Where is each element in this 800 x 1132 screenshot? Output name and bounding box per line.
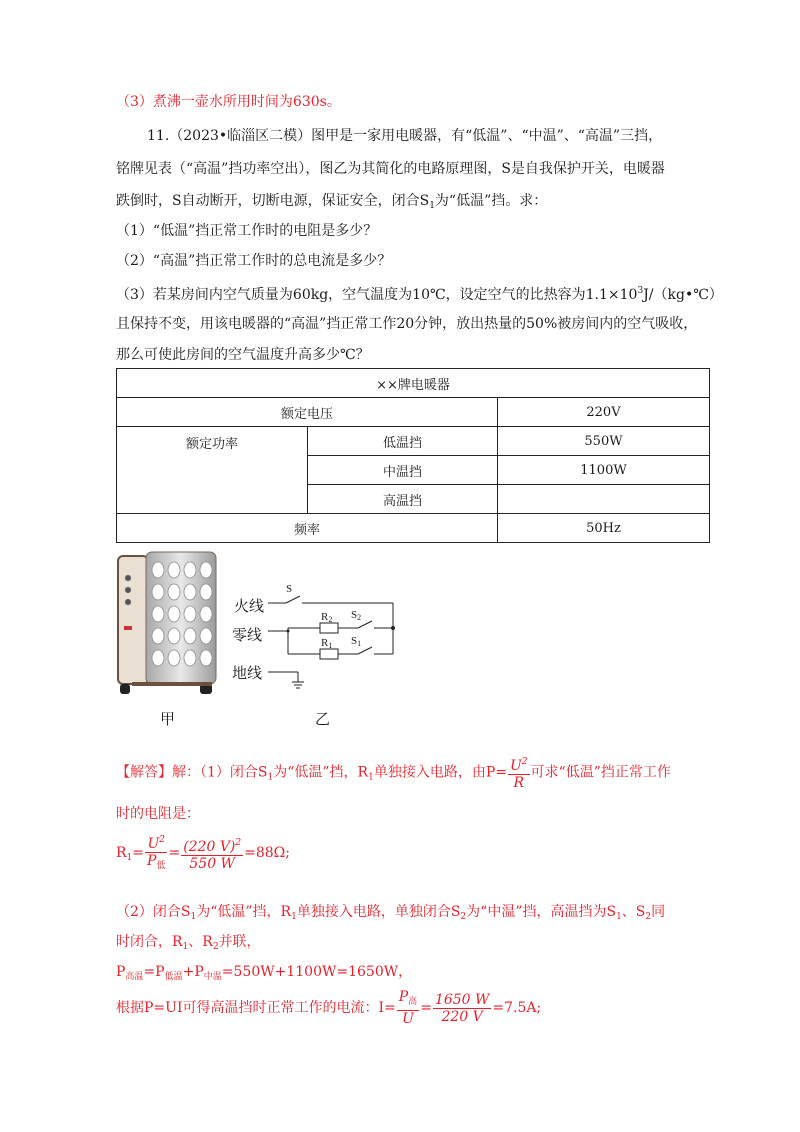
subscript: 2 xyxy=(460,912,467,922)
subscript: 高 xyxy=(408,997,418,1007)
live-wire-label: 火线 xyxy=(234,597,265,615)
low-gear-label: 低温挡 xyxy=(308,427,498,456)
eq2-num: 1650 W xyxy=(434,991,490,1008)
solution-line-3-b: 为“低温”挡，R xyxy=(196,904,292,920)
r1-label: R1 xyxy=(321,637,333,650)
subscript: 1 xyxy=(267,772,274,783)
solution-line-6-a: 根据P=UI可得高温挡时正常工作的电流：I= xyxy=(116,1000,396,1016)
high-gear-value xyxy=(498,485,710,514)
frequency-value: 50Hz xyxy=(498,514,710,543)
question-3-line-3: 那么可使此房间的空气温度升高多少℃？ xyxy=(116,347,370,363)
subscript: 1 xyxy=(429,201,435,211)
superscript: 2 xyxy=(159,835,165,845)
question-3-line-2: 且保持不变，用该电暖器的“高温”挡正常工作20分钟，放出热量的50%被房间内的空气吸收， xyxy=(116,316,698,332)
eq1-lhs: R xyxy=(116,845,127,861)
ground-wire-label: 地线 xyxy=(232,664,263,682)
eq1-result: =88Ω; xyxy=(244,845,291,861)
eq1-u: U xyxy=(147,836,160,852)
solution-line-3-f: 同 xyxy=(651,904,666,920)
question-3-b: J/（kg•℃） xyxy=(643,287,723,303)
eq2-u: U xyxy=(402,1011,414,1027)
solution-line-2: 时的电阻是： xyxy=(116,806,200,822)
subscript: 中温 xyxy=(203,972,222,982)
question-2: （2）“高温”挡正常工作时的总电流是多少？ xyxy=(116,253,392,269)
eq2-den: 220 V xyxy=(441,1008,483,1025)
superscript: 2 xyxy=(235,837,242,848)
nameplate-table xyxy=(116,368,710,543)
problem-line-3-b: 为“低温”挡。求： xyxy=(434,193,548,209)
table-title: ××牌电暖器 xyxy=(117,369,710,398)
solution-line-5-d: =550W+1100W=1650W， xyxy=(221,964,413,980)
superscript: 2 xyxy=(521,757,528,767)
figure-a-caption: 甲 xyxy=(160,710,176,728)
rated-voltage-label: 额定电压 xyxy=(117,398,498,427)
eq2-frac-2 xyxy=(433,992,491,1025)
solution-line-4 xyxy=(116,932,261,957)
eq2-p: P xyxy=(398,989,409,1005)
subscript: 1 xyxy=(291,912,297,922)
solution-line-5-b: =P xyxy=(143,964,165,980)
switch-s-label: S xyxy=(286,583,293,595)
eq2-frac-1 xyxy=(397,989,419,1027)
frac-u: U xyxy=(509,758,522,774)
subscript: 2 xyxy=(212,942,219,952)
solution-line-3-e: 、S xyxy=(621,904,646,920)
question-3-a: （3）若某房间内空气质量为60kg，空气温度为10℃，设定空气的比热容为1.1×10 xyxy=(116,287,638,303)
eq1-den2: 550 W xyxy=(189,855,235,872)
s2-label: S2 xyxy=(351,609,362,622)
problem-line-2: 铭牌见表（“高温”挡功率空出），图乙为其简化的电路原理图，S是自我保护开关，电暖器 xyxy=(116,161,665,177)
frac-r: R xyxy=(513,775,525,791)
high-gear-label: 高温挡 xyxy=(308,485,498,514)
eq1-p: P xyxy=(147,853,157,869)
subscript: 1 xyxy=(190,912,197,922)
solution-line-3-c: 单独接入电路，单独闭合S xyxy=(296,904,461,920)
solution-line-3 xyxy=(116,902,665,927)
eq1-num2: (220 V) xyxy=(183,838,236,855)
solution-line-4-c: 并联， xyxy=(218,934,261,950)
superscript: 3 xyxy=(637,286,644,296)
problem-line-1: 11.（2023•临淄区二模）图甲是一家用电暖器，有“低温”、“中温”、“高温”三挡， xyxy=(147,128,663,144)
subscript: 2 xyxy=(645,912,652,922)
equation-1: $R_1=$ $\frac{U^2}{P_低}$ = $\frac{(220 V)^2}{550 W}$ =88Ω; xyxy=(116,832,290,878)
r2-label: R2 xyxy=(321,611,333,624)
solution-line-1-d: 可求“低温”挡正常工作 xyxy=(530,764,671,781)
eq1-frac-1 xyxy=(145,832,167,874)
solution-line-1 xyxy=(116,754,671,796)
solution-line-4-b: 、R xyxy=(188,934,213,950)
question-1: （1）“低温”挡正常工作时的电阻是多少？ xyxy=(116,223,378,239)
mid-gear-label: 中温挡 xyxy=(308,456,498,485)
solution-line-4-a: 时闭合，R xyxy=(116,934,183,950)
subscript: 1 xyxy=(182,942,189,952)
rated-voltage-value: 220V xyxy=(498,398,710,427)
heater-illustration xyxy=(112,548,222,698)
eq2-result: =7.5A; xyxy=(492,1000,542,1016)
subscript: 低温 xyxy=(164,972,183,982)
mid-gear-value: 1100W xyxy=(498,456,710,485)
solution-line-6: 根据P=UI可得高温挡时正常工作的电流：I= $\frac{P_高}{U}$ = $\frac{1650 W}{220 V}$ =7.5A; xyxy=(116,989,542,1027)
subscript: 1 xyxy=(126,853,133,863)
subscript: 低 xyxy=(156,861,166,871)
solution-line-5-c: +P xyxy=(182,964,204,980)
solution-line-1-c: 单独接入电路，由P= xyxy=(373,764,507,781)
solution-line-1-b: 为“低温”挡，R xyxy=(273,764,369,781)
power-formula-fraction xyxy=(508,754,530,791)
subscript: 1 xyxy=(368,772,374,783)
subscript: 1 xyxy=(616,912,622,922)
solution-line-1-a: 【解答】解：（1）闭合S xyxy=(116,764,268,781)
eq1-frac-2 xyxy=(181,835,243,872)
p-symbol: P xyxy=(116,964,126,980)
solution-line-3-a: （2）闭合S xyxy=(116,904,191,920)
figure-b-caption: 乙 xyxy=(315,710,331,728)
solution-line-5 xyxy=(116,962,412,987)
frequency-label: 频率 xyxy=(117,514,498,543)
question-3-line-1 xyxy=(116,281,723,305)
s1-label: S1 xyxy=(351,635,362,648)
low-gear-value: 550W xyxy=(498,427,710,456)
rated-power-label: 额定功率 xyxy=(117,427,308,514)
problem-line-3-a: 跌倒时，S自动断开，切断电源，保证安全，闭合S xyxy=(116,193,430,209)
solution-line-3-d: 为“中温”挡，高温挡为S xyxy=(466,904,617,920)
subscript: 高温 xyxy=(125,972,144,982)
previous-answer: （3）煮沸一壶水所用时间为630s。 xyxy=(116,94,341,110)
neutral-wire-label: 零线 xyxy=(232,626,263,644)
problem-line-3 xyxy=(116,191,547,216)
